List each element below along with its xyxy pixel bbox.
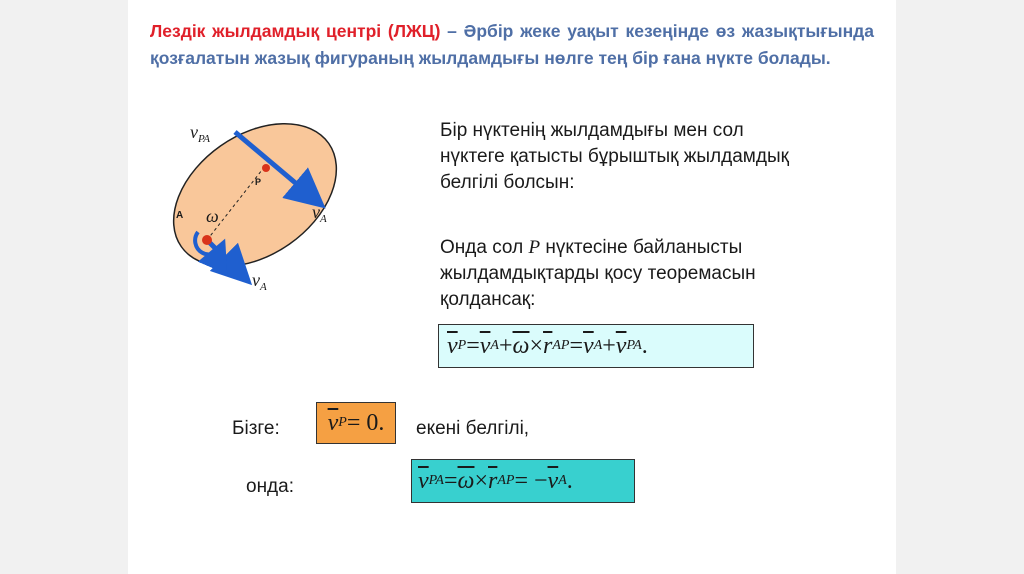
label-p: P xyxy=(255,177,262,187)
zero-velocity-formula: $\overline{v}$ P = 0. xyxy=(316,402,396,444)
label-va-bottom: $v_A$ xyxy=(252,270,267,293)
label-va-mid: $v_A$ xyxy=(312,202,327,225)
point-p xyxy=(262,164,270,172)
label-known: екені белгілі, xyxy=(416,418,530,439)
label-vpa: $v_{PA}$ xyxy=(190,122,211,145)
paragraph-theorem: Онда сол P нүктесіне байланысты жылдамдықтарды қосу теоремасын қолдансақ: xyxy=(440,237,756,310)
paragraph-given: Бір нүктенің жылдамдығы мен сол нүктеге қатысты бұрыштық жылдамдық белгілі болсын: xyxy=(440,120,789,193)
point-a xyxy=(202,235,212,245)
title-definition: – Әрбір жеке уақыт кезеңінде өз жазықтығында қозғалатын жазық фигураның жылдамдығы нөлге тең бір ғана нүкте болады. xyxy=(150,21,874,68)
label-onda: онда: xyxy=(246,476,294,497)
result-formula: $\overline{v}$ PA = $\overline{\omega}$ × $\overline{r}$ AP = − $\overline{v}$ A . xyxy=(411,459,635,503)
label-bizge: Бізге: xyxy=(232,418,280,439)
velocity-sum-formula: $\overline{v}$ P = $\overline{v}$ A + $\overline{\omega}$ × $\overline{r}$ AP = $\overline{v}$ A + $\overline{v}$ PA . xyxy=(438,324,754,368)
title-term: Лездік жылдамдық центрі (ЛЖЦ) xyxy=(150,21,441,41)
label-omega: ω xyxy=(206,206,219,226)
rigid-body-ellipse xyxy=(147,94,363,296)
label-a: A xyxy=(176,210,184,221)
